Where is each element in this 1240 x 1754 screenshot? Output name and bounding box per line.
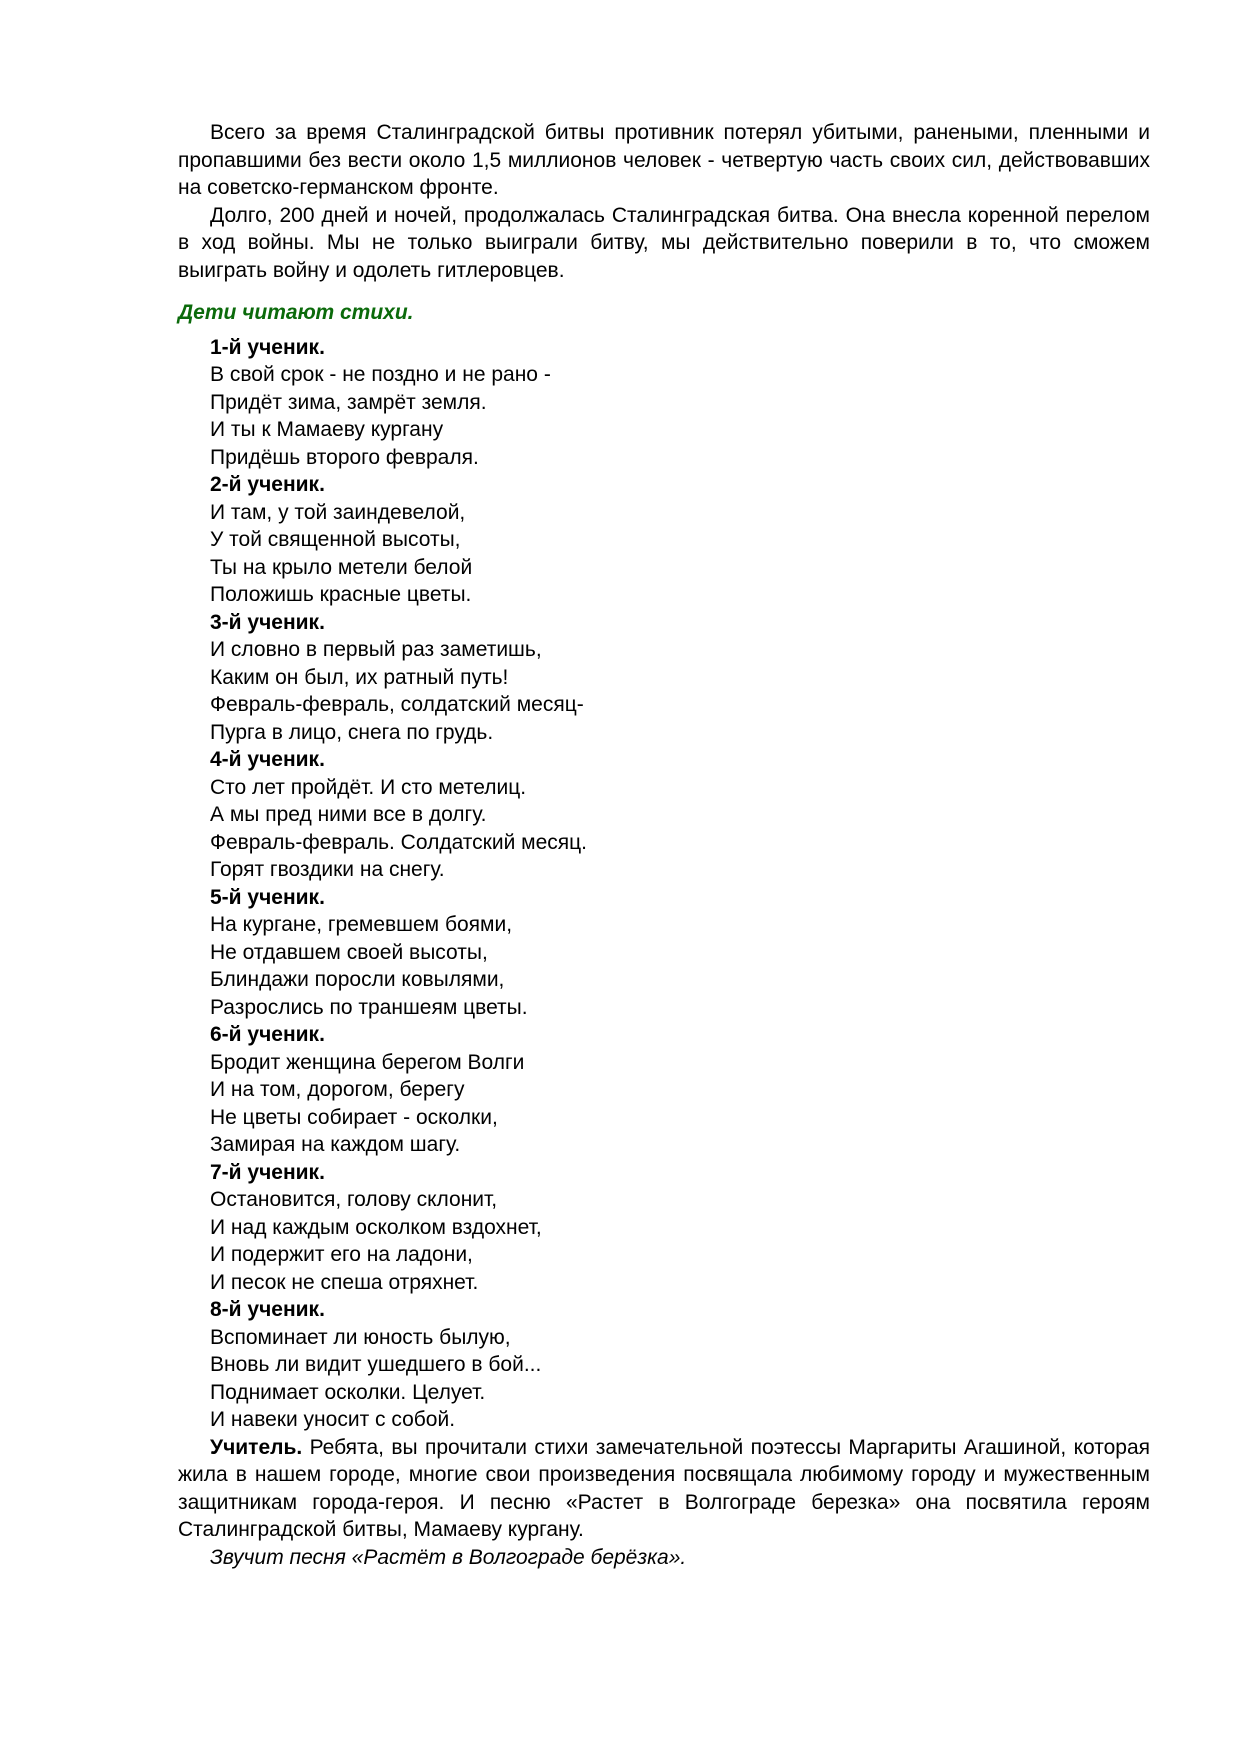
poem-line: Поднимает осколки. Целует. <box>210 1380 486 1404</box>
poem-line: И песок не спеша отряхнет. <box>210 1270 479 1294</box>
stanza <box>178 609 1150 747</box>
speaker-label: 4-й ученик. <box>210 748 325 771</box>
closing-note: Звучит песня «Растёт в Волгограде берёзка». <box>210 1545 687 1569</box>
poem-line: Бродит женщина берегом Волги <box>210 1050 525 1074</box>
poem-line: Придёшь второго февраля. <box>210 445 479 469</box>
poem <box>178 334 1150 1434</box>
poem-line: Горят гвоздики на снегу. <box>210 858 445 881</box>
poem-line: Ты на крыло метели белой <box>210 555 473 579</box>
speaker-label: 2-й ученик. <box>210 473 325 496</box>
stanza <box>178 884 1150 1022</box>
stanza <box>178 746 1150 884</box>
poem-line: Пурга в лицо, снега по грудь. <box>210 720 494 744</box>
speaker-label: 8-й ученик. <box>210 1298 325 1321</box>
poem-line: И словно в первый раз заметишь, <box>210 638 542 661</box>
poem-line: Не отдавшем своей высоты, <box>210 940 488 964</box>
poem-line: Блиндажи поросли ковылями, <box>210 968 505 991</box>
teacher-text: Ребята, вы прочитали стихи замечательной поэтессы Маргариты Агашиной, которая жила в нашем городе, многие свои произведения посвящала любимому городу и мужественным защитникам города-героя. И песню «Растет в Волгограде березка» она посвятила героям Сталинградской битвы, Мамаеву кургану. <box>178 1435 1150 1541</box>
poem-line: Вновь ли видит ушедшего в бой... <box>210 1353 542 1376</box>
poem-line: И ты к Мамаеву кургану <box>210 418 444 441</box>
poem-line: Разрослись по траншеям цветы. <box>210 995 528 1019</box>
poem-line: И там, у той заиндевелой, <box>210 500 466 524</box>
poem-line: И навеки уносит с собой. <box>210 1408 456 1431</box>
stanza <box>178 471 1150 609</box>
stanza <box>178 1021 1150 1159</box>
poem-line: У той священной высоты, <box>210 528 461 551</box>
poem-line: И подержит его на ладони, <box>210 1243 473 1266</box>
speaker-label: 7-й ученик. <box>210 1160 325 1184</box>
speaker-label: 3-й ученик. <box>210 610 325 634</box>
poem-line: Сто лет пройдёт. И сто метелиц. <box>210 775 527 799</box>
poem-line: Не цветы собирает - осколки, <box>210 1105 498 1129</box>
section-heading: Дети читают стихи. <box>178 301 414 324</box>
poem-line: Остановится, голову склонит, <box>210 1188 498 1211</box>
poem-line: Вспоминает ли юность былую, <box>210 1325 511 1349</box>
speaker-label: 5-й ученик. <box>210 885 325 909</box>
poem-line: Замирая на каждом шагу. <box>210 1133 461 1156</box>
poem-line: И на том, дорогом, берегу <box>210 1078 465 1101</box>
poem-line: На кургане, гремевшем боями, <box>210 913 513 936</box>
poem-line: Февраль-февраль. Солдатский месяц. <box>210 830 588 854</box>
poem-line: В свой срок - не поздно и не рано - <box>210 363 551 386</box>
speaker-label: 1-й ученик. <box>210 335 325 359</box>
poem-line: Каким он был, их ратный путь! <box>210 665 509 689</box>
poem-line: А мы пред ними все в долгу. <box>210 803 487 826</box>
teacher-paragraph <box>178 1434 1150 1544</box>
poem-line: Придёт зима, замрёт земля. <box>210 390 487 414</box>
teacher-label: Учитель. <box>210 1435 303 1459</box>
stanza <box>178 1159 1150 1297</box>
intro-paragraph-1: Всего за время Сталинградской битвы противник потерял убитыми, ранеными, пленными и пропавшими без вести около 1,5 миллионов человек - четвертую часть своих сил, действовавших на советско-германском фронте. <box>178 121 1150 199</box>
stanza <box>178 1296 1150 1434</box>
stanza <box>178 334 1150 472</box>
speaker-label: 6-й ученик. <box>210 1023 325 1046</box>
poem-line: Положишь красные цветы. <box>210 583 472 606</box>
intro-paragraph-2: Долго, 200 дней и ночей, продолжалась Сталинградская битва. Она внесла коренной перелом в ход войны. Мы не только выиграли битву, мы действительно поверили в то, что сможем выиграть войну и одолеть гитлеровцев. <box>178 203 1150 282</box>
poem-line: Февраль-февраль, солдатский месяц- <box>210 693 584 716</box>
poem-line: И над каждым осколком вздохнет, <box>210 1215 542 1239</box>
document-page <box>178 119 1150 1571</box>
